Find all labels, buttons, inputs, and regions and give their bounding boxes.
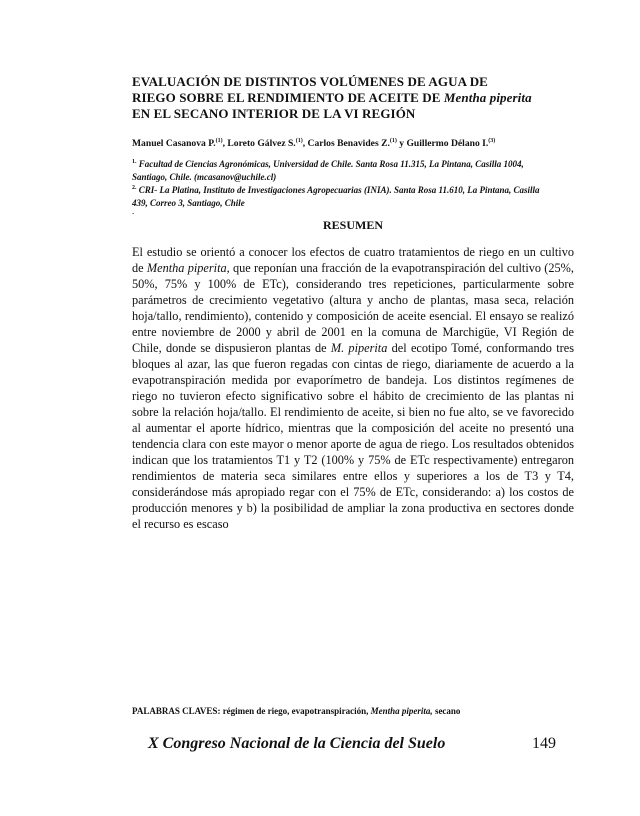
keywords-label: PALABRAS CLAVES: [132, 706, 221, 716]
paper-title [132, 74, 532, 122]
species-name: Mentha piperita, [370, 706, 433, 716]
keywords-line: PALABRAS CLAVES: régimen de riego, evapotranspiración, Mentha piperita, secano [132, 706, 461, 716]
title-text-part2: EN EL SECANO INTERIOR DE LA VI REGIÓN [132, 106, 416, 121]
title-species-name: Mentha piperita [443, 90, 532, 105]
stray-mark: . [132, 206, 135, 216]
author-list: Manuel Casanova P.$^{(1)}$, Loreto Gálvez S.$^{(1)}$, Carlos Benavides Z.$^{(1)}$ y Guillermo Délano I.$^{(3)}$ [132, 138, 496, 149]
page-number: 149 [532, 735, 556, 752]
affiliation-2 [132, 182, 552, 209]
affiliation-text: CRI- La Platina, Instituto de Investigaciones Agropecuarias (INIA). Santa Rosa 11.610, La Pintana, Casilla 439, Correo 3, Santiago, Chile [132, 185, 540, 208]
footer-conference-name: X Congreso Nacional de la Ciencia del Suelo [148, 735, 446, 752]
author: Guillermo Délano I.$^{(3)}$ [406, 138, 496, 149]
abstract-body: El estudio se orientó a conocer los efectos de cuatro tratamientos de riego en un cultivo de Mentha piperita, que reponían una fracción de la evapotranspiración del cultivo (25%, 50%, 75% y 100% de ETc), considerando tres repeticiones, particularmente sobre parámetros de crecimiento vegetativo (altura y ancho de plantas, masa seca, relación hoja/tallo, rendimiento), contenido y composición de aceite esencial. El ensayo se realizó entre noviembre de 2000 y abril de 2001 en la comuna de Marchigüe, VI Región de Chile, donde se dispusieron plantas de M. piperita del ecotipo Tomé, conformando tres bloques al azar, las que fueron regadas con cintas de riego, diariamente de acuerdo a la evapotranspiración medida por evaporímetro de bandeja. Los distintos regímenes de riego no tuvieron efecto significativo sobre el hábito de crecimiento de las plantas ni sobre la relación hoja/tallo. El rendimiento de aceite, si bien no fue alto, se ve favorecido al aumentar el aporte hídrico, mientras que la composición del aceite no presentó una tendencia clara con este mayor o menor aporte de agua de riego. Los resultados obtenidos indican que los tratamientos T1 y T2 (100% y 75% de ETc respectivamente) entregaron rendimientos de materia seca similares entre ellos y superiores a los de T3 y T4, considerándose más apropiado regar con el 75% de ETc, considerando: a) los costos de producción menores y b) la posibilidad de ampliar la zona productiva en sectores donde el recurso es escaso [132, 245, 574, 531]
author: Manuel Casanova P.$^{(1)}$ [132, 138, 223, 149]
affiliation-1 [132, 156, 552, 183]
author: Carlos Benavides Z.$^{(1)}$ [307, 138, 397, 149]
author: Loreto Gálvez S.$^{(1)}$ [227, 138, 303, 149]
affiliation-mark: 1. [132, 159, 137, 165]
section-heading-resumen: RESUMEN [322, 218, 383, 232]
affiliation-text: Facultad de Ciencias Agronómicas, Universidad de Chile. Santa Rosa 11.315, La Pintana, Casilla 1004, Santiago, Chile. (mcasanov@uchile.cl) [132, 159, 524, 182]
title-text-part1: EVALUACIÓN DE DISTINTOS VOLÚMENES DE AGUA DE RIEGO SOBRE EL RENDIMIENTO DE ACEITE DE [132, 74, 488, 105]
species-name: Mentha piperita, [146, 261, 230, 275]
affiliation-mark: 2. [132, 185, 137, 191]
species-name: M. piperita [330, 341, 388, 355]
